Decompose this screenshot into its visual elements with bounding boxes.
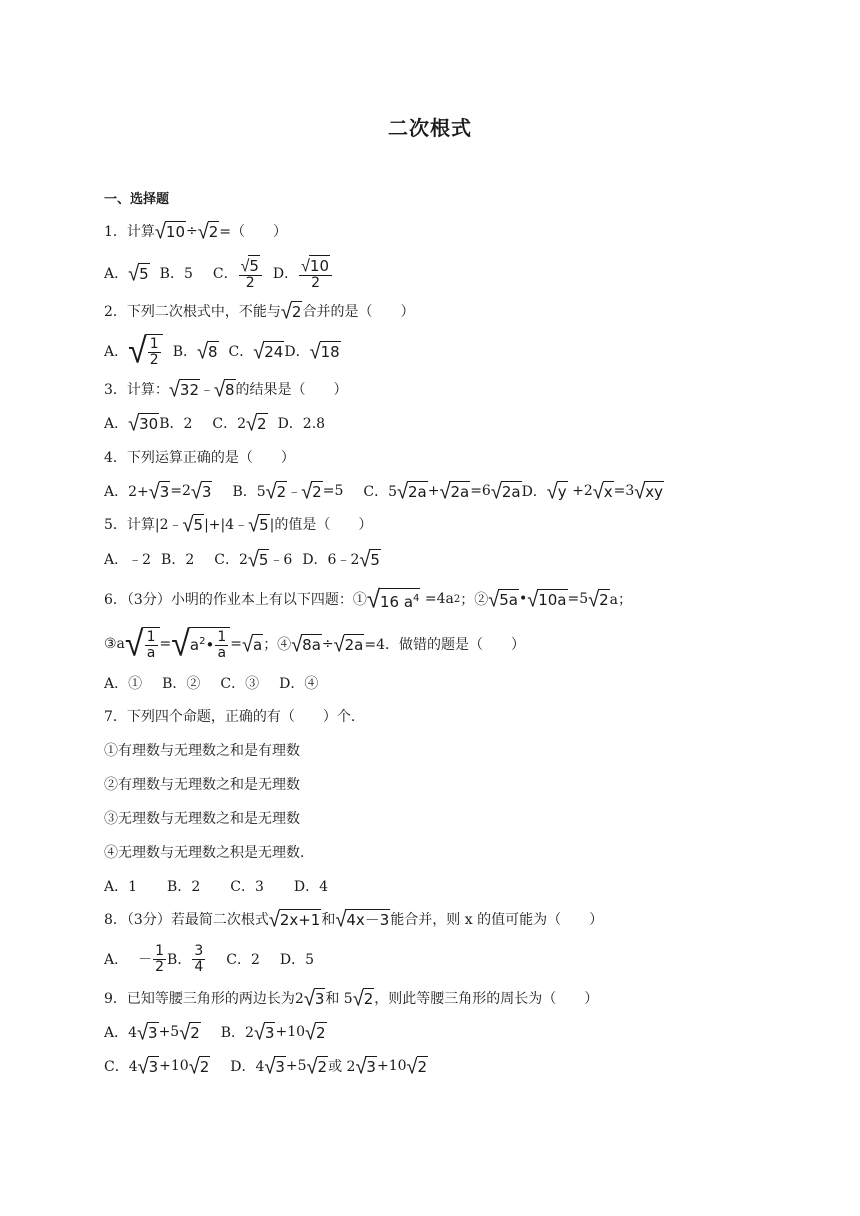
- option-b-label: B．: [167, 952, 192, 968]
- radicand: 2a: [450, 483, 470, 501]
- radical: √ 5: [128, 259, 149, 286]
- radical: √ 2: [179, 1018, 200, 1045]
- denominator: 2: [149, 352, 159, 368]
- radicand: y: [557, 483, 567, 501]
- option-c-label: C．2: [212, 416, 247, 432]
- radical: √ 5: [247, 545, 269, 572]
- option-text: +5: [158, 1024, 180, 1040]
- numerator: 3: [194, 942, 204, 959]
- exponent: 4: [413, 592, 420, 604]
- q6-stem-text: ；④: [263, 637, 292, 653]
- radicand: 2: [291, 303, 302, 321]
- radical: √ 3: [303, 984, 325, 1011]
- radical: √ 10: [154, 217, 185, 244]
- q4-stem-text: 4．下列运算正确的是（ ）: [104, 450, 295, 466]
- radicand: 2: [276, 483, 287, 501]
- radicand: 2a: [407, 483, 427, 501]
- question-7-item-2: [104, 771, 300, 797]
- option-b-label: B．2: [161, 552, 195, 568]
- radicand: 2: [190, 1024, 200, 1042]
- option-b-label: B．2: [220, 1025, 254, 1041]
- question-2-stem: [104, 298, 414, 324]
- option-text: =6: [470, 483, 491, 499]
- radicand: 2: [417, 1058, 428, 1076]
- option-a-label: A．4: [104, 1025, 138, 1041]
- radical: √ 8: [197, 337, 218, 364]
- radicand: 2: [208, 223, 219, 241]
- question-1-options: [104, 256, 333, 290]
- radicand: 5: [139, 265, 149, 283]
- numerator: 1: [149, 336, 159, 352]
- radical: √ 2a: [333, 630, 364, 657]
- radicand: 2: [599, 591, 609, 609]
- radicand: 3: [314, 990, 325, 1008]
- radical: √ 2: [301, 477, 322, 504]
- page-title: 二次根式: [388, 116, 472, 140]
- question-5-options: [104, 546, 381, 572]
- radicand: 10a: [538, 591, 567, 609]
- radical: √ 30: [128, 409, 159, 436]
- radicand: 16 a: [380, 592, 414, 611]
- option-b-label: B．2: [167, 879, 201, 895]
- radicand: 3: [264, 1024, 275, 1042]
- question-7-stem: [104, 703, 365, 729]
- proposition-text: ③无理数与无理数之和是无理数: [104, 811, 300, 827]
- fraction: √ 10 2: [299, 255, 332, 291]
- radical: √ 2: [305, 1018, 326, 1045]
- option-c-label: C．③: [220, 676, 260, 692]
- radical: √ 2x+1: [268, 905, 321, 932]
- radicand: 5: [258, 551, 269, 569]
- radicand: 24: [264, 343, 284, 361]
- q6-stem-text: =5: [567, 591, 589, 607]
- radicand: a: [189, 636, 200, 654]
- radicand: 8: [224, 381, 235, 399]
- option-d-label: D．: [284, 344, 310, 360]
- question-7-options: [104, 873, 328, 899]
- q5-stem-text: |的值是（ ）: [269, 517, 373, 533]
- radical: √ 2: [246, 409, 267, 436]
- radical: √ 32: [168, 375, 199, 402]
- option-d-label: D．: [521, 484, 547, 500]
- section-heading: 一、选择题: [104, 192, 170, 207]
- question-7-item-4: [104, 839, 314, 865]
- radicand: 4x－3: [346, 911, 390, 929]
- denominator: 2: [311, 275, 321, 291]
- radical: √ 2: [352, 984, 374, 1011]
- operator: •: [205, 636, 215, 654]
- q6-stem-text: ③a: [104, 636, 125, 652]
- option-c-label: C．5: [363, 484, 397, 500]
- option-d-label: D．2.8: [277, 416, 326, 432]
- operator: =: [230, 636, 242, 652]
- radical: √ $\frac{1}{a}$: [125, 624, 160, 664]
- radical: √ 2a: [439, 477, 470, 504]
- option-text: 或 2: [328, 1059, 356, 1075]
- radical: √ 3: [137, 1018, 158, 1045]
- radical: √ y: [546, 477, 567, 504]
- question-7-item-3: [104, 805, 300, 831]
- radical: √ 2a: [396, 477, 427, 504]
- radical: √ 2: [306, 1052, 328, 1079]
- option-d-label: D．4: [230, 1059, 265, 1075]
- radical: √ 2: [588, 585, 609, 612]
- radical: √ 2a: [490, 477, 521, 504]
- option-text: =5: [322, 483, 344, 499]
- radical: √ 5a: [488, 585, 518, 612]
- radicand: 2: [199, 1058, 210, 1076]
- denominator: 2: [245, 275, 255, 291]
- radicand: 3: [201, 483, 212, 501]
- radicand: 3: [275, 1058, 285, 1076]
- fraction: [192, 944, 205, 975]
- radicand: 5a: [499, 591, 518, 609]
- question-3-options: [104, 410, 325, 436]
- denominator: a: [217, 645, 227, 661]
- q8-stem-text: 8．（3分）若最简二次根式: [104, 912, 269, 928]
- q8-stem-text: 能合并，则 x 的值可能为（ ）: [390, 912, 604, 928]
- radicand: 2a: [344, 636, 364, 654]
- option-text: =3: [613, 483, 635, 499]
- option-d-label: D．④: [279, 676, 319, 692]
- denominator: 4: [194, 958, 204, 975]
- operator: ﹣: [200, 382, 214, 398]
- option-a-label: A．①: [104, 676, 143, 692]
- fraction: √ 5 2: [239, 255, 262, 291]
- operator: ﹣: [287, 484, 302, 500]
- option-c-label: C．2: [214, 552, 248, 568]
- radicand: 18: [320, 343, 340, 361]
- q5-stem-text: 5．计算|2﹣: [104, 517, 183, 533]
- radical: √ 8a: [291, 630, 321, 657]
- radicand: 8: [208, 343, 218, 361]
- radicand: 3: [148, 1058, 159, 1076]
- radical: √ 3: [355, 1052, 376, 1079]
- radical: √ 10a: [527, 585, 567, 612]
- question-4-options: [104, 478, 664, 504]
- option-a-label: A．: [104, 344, 129, 360]
- q5-stem-text: |+|4﹣: [204, 517, 249, 533]
- option-text: +2: [567, 483, 593, 499]
- q3-stem-text: 的结果是（ ）: [235, 382, 348, 398]
- radicand: 8a: [302, 636, 321, 654]
- radicand: xy: [645, 483, 664, 501]
- q6-stem-text: 6．（3分）小明的作业本上有以下四题：①: [104, 592, 367, 608]
- question-2-options: [104, 332, 341, 370]
- radicand: 5: [249, 257, 259, 275]
- option-d-label: D．6﹣2: [302, 552, 360, 568]
- exponent: 2: [453, 593, 461, 605]
- question-6-stem: [104, 584, 632, 614]
- radical: √ 8: [214, 375, 235, 402]
- question-8-options: [104, 940, 314, 978]
- option-b-label: B．5: [232, 484, 266, 500]
- proposition-text: ④无理数与无理数之积是无理数．: [104, 845, 314, 861]
- radical: √ 5: [359, 545, 380, 572]
- option-text: +10: [376, 1058, 407, 1074]
- radical: √ 24: [253, 337, 284, 364]
- numerator: 1: [155, 942, 165, 959]
- numerator: 1: [217, 629, 227, 645]
- option-c-label: C．: [212, 266, 238, 282]
- question-3-stem: [104, 376, 348, 402]
- question-8-stem: [104, 906, 603, 932]
- q2-stem-text: 2．下列二次根式中，不能与: [104, 304, 281, 320]
- option-text: +10: [275, 1024, 306, 1040]
- radicand: x: [603, 483, 613, 501]
- minus-sign: －: [138, 952, 153, 968]
- proposition-text: ②有理数与无理数之和是无理数: [104, 777, 300, 793]
- option-a-label: A．﹣2: [104, 552, 152, 568]
- q6-stem-text: =4．做错的题是（ ）: [364, 637, 526, 653]
- radical: √ 3: [137, 1052, 159, 1079]
- radicand: 5: [370, 551, 380, 569]
- radical: √ 2: [406, 1052, 428, 1079]
- radical: √ 2: [265, 477, 287, 504]
- radicand: 2: [312, 483, 322, 501]
- q8-stem-text: 和: [321, 912, 336, 928]
- radical: √ 3: [148, 477, 170, 504]
- option-b-label: B．: [172, 344, 198, 360]
- q1-stem-text: =（ ）: [219, 224, 287, 240]
- radical: √ 18: [309, 337, 340, 364]
- option-b-label: B．5: [159, 266, 193, 282]
- q9-stem-text: 9．已知等腰三角形的两边长为2: [104, 991, 304, 1007]
- q1-stem-text: 1．计算: [104, 224, 155, 240]
- option-text: ﹣6: [269, 552, 293, 568]
- q9-stem-text: ，则此等腰三角形的周长为（ ）: [374, 991, 599, 1007]
- option-a-label: A．: [104, 416, 129, 432]
- q7-stem-text: 7．下列四个命题，正确的有（ ）个．: [104, 709, 365, 725]
- question-7-item-1: [104, 737, 300, 763]
- radical: √ 2: [197, 217, 219, 244]
- option-a-label: A．1: [104, 879, 138, 895]
- option-a-label: A．: [104, 266, 129, 282]
- option-text: +5: [285, 1058, 307, 1074]
- radicand: 3: [366, 1058, 376, 1076]
- radical: √ $a^2•$ $\frac{1}{a}$: [171, 624, 230, 664]
- option-d-label: D．5: [279, 952, 315, 968]
- question-1-stem: [104, 218, 287, 244]
- radical: √ 2: [280, 297, 302, 324]
- radical: √ 3: [264, 1052, 285, 1079]
- fraction: [153, 944, 166, 975]
- q9-stem-text: 和 5: [325, 991, 353, 1007]
- option-a-label: A．2+: [104, 484, 149, 500]
- denominator: 2: [155, 958, 165, 975]
- radical: √ $\frac{1}{2}$: [128, 331, 163, 371]
- option-text: =2: [170, 483, 191, 499]
- question-6-stem-continued: [104, 622, 525, 666]
- radical: √ 2: [188, 1052, 210, 1079]
- option-b-label: B．2: [159, 416, 193, 432]
- question-9-stem: [104, 985, 598, 1011]
- radical: √ xy: [634, 477, 664, 504]
- operator: ÷: [321, 636, 334, 652]
- radicand: 10: [309, 257, 330, 275]
- proposition-text: ①有理数与无理数之和是有理数: [104, 743, 300, 759]
- option-c-label: C．: [228, 344, 254, 360]
- question-6-options: [104, 670, 318, 696]
- radical: √ 16 $a^4$: [366, 583, 420, 614]
- operator: •: [518, 591, 528, 607]
- radicand: 5: [193, 516, 204, 534]
- radical: √ 5: [182, 510, 204, 537]
- numerator: 1: [146, 629, 156, 645]
- question-5-stem: [104, 511, 372, 537]
- radicand: 2: [363, 990, 374, 1008]
- question-9-options-row-2: [104, 1053, 428, 1079]
- radicand: 2: [257, 415, 267, 433]
- radicand: 10: [165, 223, 185, 241]
- radicand: 3: [148, 1024, 158, 1042]
- operator: +: [427, 483, 440, 499]
- q3-stem-text: 3．计算：: [104, 382, 169, 398]
- radicand: 2a: [501, 483, 521, 501]
- option-d-label: D．4: [293, 879, 328, 895]
- radical: √ a: [242, 630, 263, 657]
- option-a-label: A．: [104, 952, 129, 968]
- radicand: 5: [259, 516, 269, 534]
- question-9-options-row-1: [104, 1019, 327, 1045]
- q2-stem-text: 合并的是（ ）: [302, 304, 415, 320]
- radicand: 30: [139, 415, 159, 433]
- option-text: +10: [159, 1058, 189, 1074]
- radicand: a: [252, 636, 263, 654]
- q6-stem-text: a；: [609, 592, 633, 608]
- radical: √ x: [592, 477, 613, 504]
- option-b-label: B．②: [162, 676, 201, 692]
- radicand: 3: [159, 483, 170, 501]
- radicand: 2: [316, 1024, 326, 1042]
- denominator: a: [146, 645, 156, 661]
- operator: =: [159, 636, 172, 652]
- q6-stem-text: ；②: [460, 592, 489, 608]
- option-c-label: C．4: [104, 1059, 138, 1075]
- q6-stem-text: =4a: [420, 591, 454, 607]
- radicand: 2: [317, 1058, 328, 1076]
- exponent: 2: [199, 636, 206, 647]
- option-d-label: D．: [272, 266, 299, 282]
- radicand: 2x+1: [279, 911, 321, 929]
- radical: √ 3: [190, 477, 212, 504]
- option-c-label: C．3: [230, 879, 264, 895]
- question-4-stem: [104, 444, 295, 470]
- option-c-label: C．2: [226, 952, 260, 968]
- operator: ÷: [186, 223, 198, 239]
- radical: √ 4x－3: [335, 905, 390, 932]
- radical: √ 5: [248, 510, 269, 537]
- radicand: 32: [179, 381, 199, 399]
- radical: √ 3: [253, 1018, 275, 1045]
